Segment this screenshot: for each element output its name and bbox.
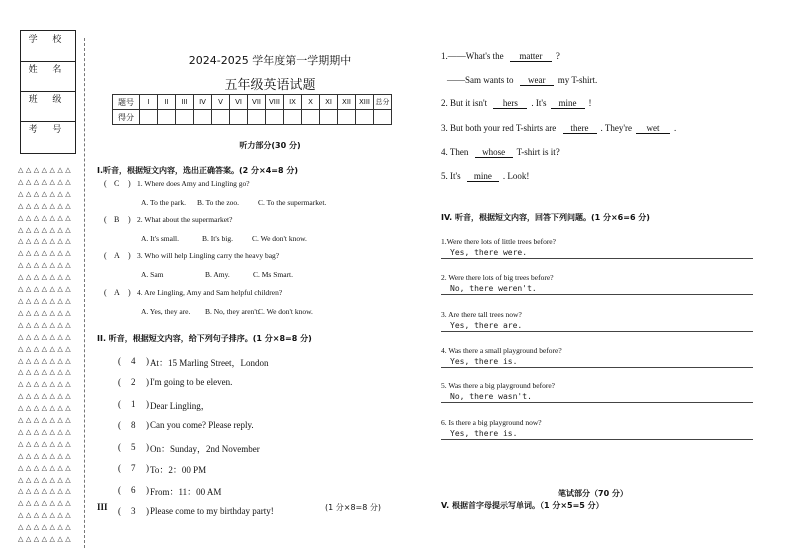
triangle-row: △△△△△△△ [18, 166, 74, 174]
name-label: 姓 名 [21, 61, 75, 92]
option-text: A. It's small. [141, 234, 180, 243]
answer-bracket: ( [104, 251, 107, 260]
triangle-row: △△△△△△△ [18, 368, 74, 377]
exam-number-label: 考 号 [28, 125, 68, 135]
answer-line [441, 367, 753, 368]
triangle-row: △△△△△△△ [18, 392, 74, 401]
sentence-text: . It's [531, 98, 547, 108]
fill-in-sentence [441, 51, 560, 62]
sequence-number: 1 [131, 399, 136, 409]
question-text: 3. Are there tall trees now? [441, 310, 522, 319]
answer-line [441, 439, 753, 440]
question-text: 1.Were there lots of little trees before? [441, 237, 556, 246]
question-text: 2. Were there lots of big trees before? [441, 273, 554, 282]
sequence-sentence: Dear Lingling， [150, 401, 210, 411]
triangle-row: △△△△△△△ [18, 427, 74, 436]
answer-blank: wet [636, 123, 670, 134]
triangle-row: △△△△△△△ [18, 249, 74, 258]
score-table-header-row [113, 95, 392, 110]
answer-text: Yes, there are. [450, 321, 523, 330]
sequence-close-paren: ) [146, 442, 149, 452]
fill-in-sentence [447, 75, 597, 86]
score-table-score-row [113, 110, 392, 125]
sequence-open-paren: ( [118, 420, 121, 430]
sequence-open-paren: ( [118, 463, 121, 473]
option-text: B. Amy. [205, 270, 230, 279]
answer-bracket: ) [128, 215, 131, 224]
sequence-open-paren: ( [118, 399, 121, 409]
triangle-row: △△△△△△△ [18, 451, 74, 460]
score-table-cell [302, 110, 320, 125]
option-text: C. We don't know. [252, 234, 307, 243]
sequence-close-paren: ) [146, 485, 149, 495]
sequence-number: 6 [131, 485, 136, 495]
question-text: 4. Was there a small playground before? [441, 346, 562, 355]
triangle-row: △△△△△△△ [18, 535, 74, 544]
answer-line [441, 402, 753, 403]
section3-score: (1 分×8=8 分) [325, 503, 382, 512]
triangle-row: △△△△△△△ [18, 439, 74, 448]
sequence-sentence: On：Sunday，2nd November [150, 444, 260, 454]
fill-in-sentence [441, 98, 592, 109]
question-answer: B [114, 215, 120, 224]
score-table-cell [194, 110, 212, 125]
answer-blank: wear [520, 75, 554, 86]
option-text: C. To the supermarket. [258, 198, 327, 207]
score-table-cell: XI [320, 95, 338, 110]
sequence-open-paren: ( [118, 356, 121, 366]
triangle-row: △△△△△△△ [18, 213, 74, 222]
fill-in-sentence [441, 147, 560, 158]
sequence-number: 3 [131, 506, 136, 516]
score-table-cell: VII [248, 95, 266, 110]
sequence-sentence: Please come to my birthday party! [150, 506, 274, 516]
score-table-cell [266, 110, 284, 125]
question-text: 3. Who will help Lingling carry the heavy bag? [137, 251, 280, 260]
sequence-close-paren: ) [146, 420, 149, 430]
answer-text: Yes, there is. [450, 357, 518, 366]
fill-in-sentence [441, 123, 676, 134]
answer-text: No, there wasn't. [450, 392, 532, 401]
score-table-cell: IX [284, 95, 302, 110]
answer-line [441, 258, 753, 259]
question-text: 1. Where does Amy and Lingling go? [137, 179, 250, 188]
answer-bracket: ( [104, 288, 107, 297]
seal-line [84, 38, 85, 548]
sequence-close-paren: ) [146, 463, 149, 473]
triangle-row: △△△△△△△ [18, 273, 74, 282]
answer-blank: mine [551, 98, 585, 109]
score-table-cell [212, 110, 230, 125]
sequence-close-paren: ) [146, 356, 149, 366]
sequence-number: 8 [131, 420, 136, 430]
answer-bracket: ) [128, 179, 131, 188]
question-text: 6. Is there a big playground now? [441, 418, 542, 427]
answer-bracket: ) [128, 251, 131, 260]
sequence-number: 4 [131, 356, 136, 366]
answer-blank: mine [467, 171, 499, 182]
sentence-text: . Look! [502, 171, 530, 181]
score-table-cell [176, 110, 194, 125]
sequence-sentence: To：2：00 PM [150, 465, 207, 475]
score-table-cell: XII [338, 95, 356, 110]
sequence-open-paren: ( [118, 377, 121, 387]
score-table-cell [248, 110, 266, 125]
score-table-cell: III [176, 95, 194, 110]
sequence-open-paren: ( [118, 442, 121, 452]
triangle-row: △△△△△△△ [18, 404, 74, 413]
score-table [112, 94, 392, 125]
score-table-cell [158, 110, 176, 125]
option-text: B. No, they aren't. [205, 307, 260, 316]
triangle-row: △△△△△△△ [18, 475, 74, 484]
sentence-text: 4. Then [441, 147, 469, 157]
triangle-row: △△△△△△△ [18, 356, 74, 365]
score-table-cell [320, 110, 338, 125]
sentence-text: ! [588, 98, 592, 108]
fill-in-sentence [441, 171, 529, 182]
question-text: 4. Are Lingling, Amy and Sam helpful children? [137, 288, 283, 297]
triangle-row: △△△△△△△ [18, 285, 74, 294]
sentence-text: T-shirt is it? [516, 147, 560, 157]
answer-blank: matter [510, 51, 552, 62]
section5-title: V. 根据首字母提示写单词。（1 分×5=5 分） [441, 501, 604, 510]
triangle-row: △△△△△△△ [18, 344, 74, 353]
sequence-open-paren: ( [118, 485, 121, 495]
sequence-number: 2 [131, 377, 136, 387]
triangle-row: △△△△△△△ [18, 201, 74, 210]
triangle-row: △△△△△△△ [18, 261, 74, 270]
triangle-row: △△△△△△△ [18, 380, 74, 389]
score-table-cell: IV [194, 95, 212, 110]
triangle-border [18, 165, 78, 546]
triangle-row: △△△△△△△ [18, 416, 74, 425]
triangle-row: △△△△△△△ [18, 308, 74, 317]
option-text: C. Ms Smart. [253, 270, 294, 279]
triangle-row: △△△△△△△ [18, 499, 74, 508]
triangle-row: △△△△△△△ [18, 511, 74, 520]
triangle-row: △△△△△△△ [18, 332, 74, 341]
score-table-cell: II [158, 95, 176, 110]
question-text: 2. What about the supermarket? [137, 215, 233, 224]
question-answer: A [114, 288, 120, 297]
score-table-cell [374, 110, 392, 125]
score-table-cell: 得分 [113, 110, 140, 125]
exam-subtitle: 五年级英语试题 [224, 78, 316, 93]
triangle-row: △△△△△△△ [18, 320, 74, 329]
question-text: 5. Was there a big playground before? [441, 381, 556, 390]
triangle-row: △△△△△△△ [18, 225, 74, 234]
answer-line [441, 294, 753, 295]
score-table-cell: VI [230, 95, 248, 110]
sequence-close-paren: ) [146, 377, 149, 387]
score-table-cell: 总分 [374, 95, 392, 110]
sentence-text: 5. It's [441, 171, 461, 181]
triangle-row: △△△△△△△ [18, 523, 74, 532]
sentence-text: 3. But both your red T-shirts are [441, 123, 557, 133]
triangle-row: △△△△△△△ [18, 237, 74, 246]
score-table-cell [230, 110, 248, 125]
section3-label: III [97, 502, 108, 512]
option-text: C. We don't know. [258, 307, 313, 316]
score-table-cell: I [140, 95, 158, 110]
score-table-cell: V [212, 95, 230, 110]
sentence-text: ——Sam wants to [447, 75, 514, 85]
sequence-sentence: From：11：00 AM [150, 487, 222, 497]
sequence-sentence: At：15 Marling Street，London [150, 358, 269, 368]
option-text: B. It's big. [202, 234, 233, 243]
score-table-cell [140, 110, 158, 125]
answer-text: Yes, there is. [450, 429, 518, 438]
section4-title: IV. 听音，根据短文内容，回答下列问题。(1 分×6=6 分) [441, 213, 650, 222]
listening-section-title: 听力部分(30 分) [239, 141, 301, 150]
question-answer: C [114, 179, 120, 188]
score-table-cell: X [302, 95, 320, 110]
sentence-text: my T-shirt. [557, 75, 598, 85]
option-text: A. Yes, they are. [141, 307, 191, 316]
score-table-cell [356, 110, 374, 125]
answer-text: No, there weren't. [450, 284, 537, 293]
score-table-cell: XIII [356, 95, 374, 110]
option-text: B. To the zoo. [197, 198, 240, 207]
sentence-text: ? [555, 51, 560, 61]
sentence-text: . [673, 123, 677, 133]
written-section-title: 笔试部分（70 分） [558, 489, 628, 498]
class-label: 班 级 [21, 91, 75, 122]
sentence-text: . They're [600, 123, 632, 133]
option-text: A. To the park. [141, 198, 186, 207]
score-table-cell: VIII [266, 95, 284, 110]
triangle-row: △△△△△△△ [18, 177, 74, 186]
answer-blank: whose [475, 147, 513, 158]
section2-title: II. 听音，根据短文内容，给下列句子排序。(1 分×8=8 分) [97, 334, 312, 343]
triangle-row: △△△△△△△ [18, 463, 74, 472]
score-table-cell: 题号 [113, 95, 140, 110]
sentence-text: 1.——What's the [441, 51, 504, 61]
sequence-open-paren: ( [118, 506, 121, 516]
exam-title: 2024-2025 学年度第一学期期中 [188, 54, 352, 67]
answer-bracket: ( [104, 215, 107, 224]
triangle-row: △△△△△△△ [18, 189, 74, 198]
score-table-cell [338, 110, 356, 125]
option-text: A. Sam [141, 270, 164, 279]
answer-line [441, 331, 753, 332]
question-answer: A [114, 251, 120, 260]
answer-blank: hers [493, 98, 527, 109]
answer-bracket: ( [104, 179, 107, 188]
triangle-row: △△△△△△△ [18, 487, 74, 496]
score-table-cell [284, 110, 302, 125]
sequence-close-paren: ) [146, 399, 149, 409]
answer-text: Yes, there were. [450, 248, 528, 257]
section1-title: I.听音，根据短文内容，选出正确答案。(2 分×4=8 分) [97, 166, 299, 175]
sequence-sentence: Can you come? Please reply. [150, 420, 254, 430]
sequence-number: 7 [131, 463, 136, 473]
sequence-sentence: I'm going to be eleven. [150, 377, 233, 387]
answer-bracket: ) [128, 288, 131, 297]
student-info-box [20, 30, 76, 154]
sequence-number: 5 [131, 442, 136, 452]
school-label: 学 校 [21, 31, 75, 62]
sequence-close-paren: ) [146, 506, 149, 516]
sentence-text: 2. But it isn't [441, 98, 488, 108]
answer-blank: there [563, 123, 597, 134]
triangle-row: △△△△△△△ [18, 296, 74, 305]
